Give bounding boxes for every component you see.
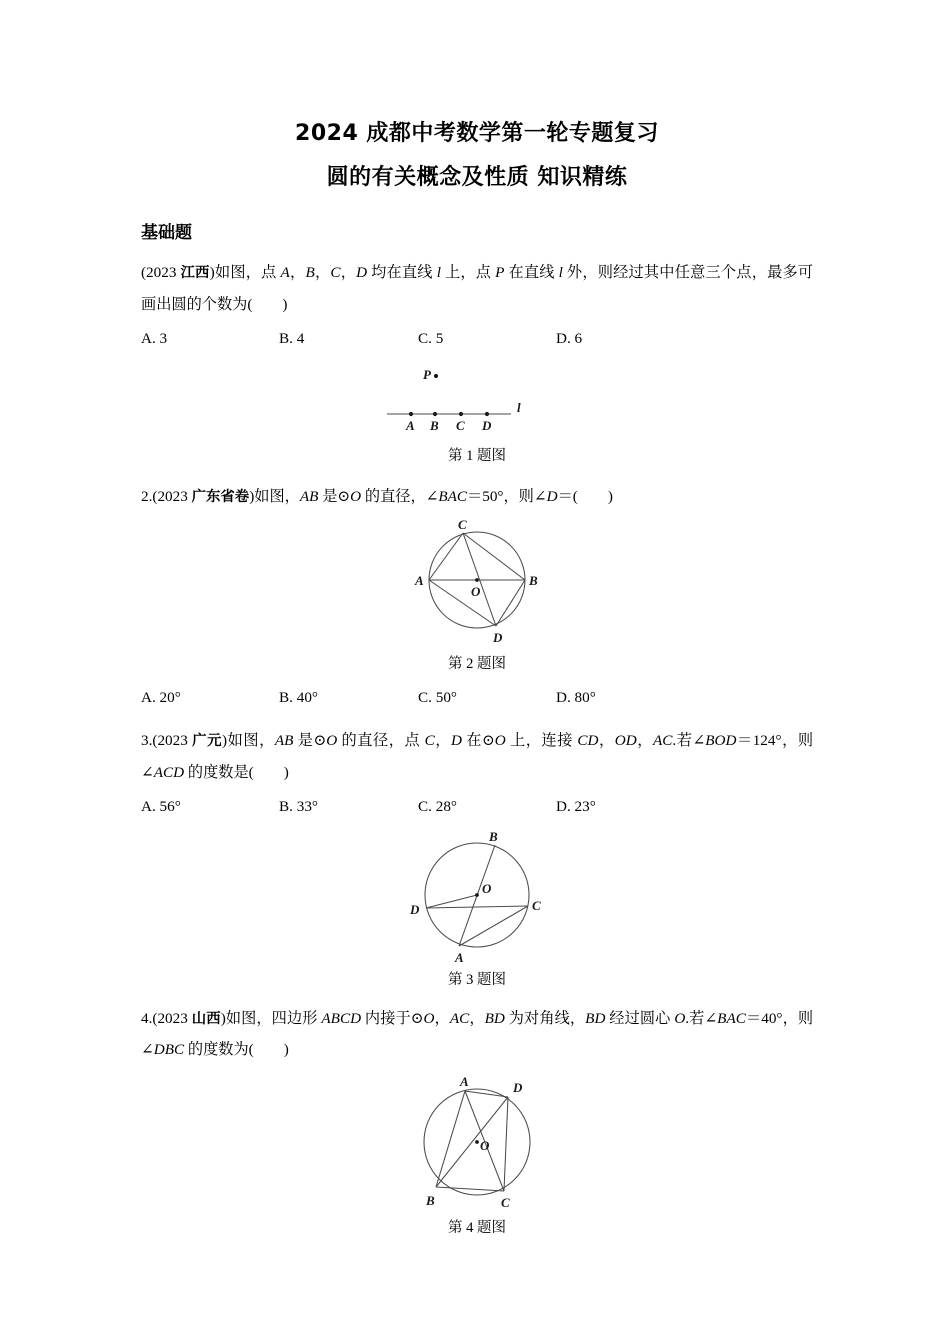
question-1-text [141,257,813,320]
figure-2-segment-AC [429,533,463,580]
q3-var-CD: CD [577,732,599,750]
q3-seg2: 是⊙ [293,732,327,750]
figure-2-label-A: A [415,573,424,589]
figure-3-segment-DO [426,895,477,908]
q1-var-C: C [330,264,341,281]
figure-1-point-B [433,412,437,416]
q1-var-l1: l [436,264,441,281]
q3-var-D: D [450,732,462,750]
q1-body-h: 外，则经过其中任意三个点，最多可画出圆的个数为( [141,264,814,313]
q4-var-O: O [423,1009,435,1027]
q3-var-OD: OD [614,732,637,750]
figure-2-segment-AD [429,580,496,626]
figure-2-center-point [475,578,479,582]
q3-seg8: ， [636,732,653,750]
figure-4-label-O: O [480,1137,490,1153]
q2-seg6: ) [607,487,613,505]
q4-var-BAC: BAC [717,1009,746,1027]
q3-seg5: 在⊙ [461,732,495,750]
figure-3-caption: 第 3 题图 [448,971,506,988]
q1-source: 江西 [180,265,210,281]
q4-seg2: 内接于⊙ [361,1009,424,1027]
q1-number: (2023 [141,264,177,281]
figure-4-label-B: B [426,1192,435,1208]
question-2-options [141,689,813,713]
q1-body-d: ， [340,264,357,281]
q4-number: 4.(2023 [141,1009,192,1027]
figure-3-label-A: A [455,949,464,965]
q2-source: 广东省卷 [191,488,250,505]
figure-4-caption: 第 4 题图 [448,1219,506,1236]
figure-4-diagram [377,1074,577,1214]
q1-var-P: P [495,264,505,281]
q1-body-f: 上，点 [440,264,496,281]
figure-1 [141,362,813,465]
q2-var-AB: AB [299,487,319,505]
q1-option-b[interactable]: B. 4 [279,329,305,347]
question-3-text [141,725,813,788]
q3-seg4: ， [434,732,451,750]
figure-2-label-B: B [529,573,538,589]
q4-seg4: ， [469,1009,485,1027]
q1-var-l2: l [558,264,563,281]
q3-var-ACD: ACD [153,763,185,781]
figure-1-point-P [434,374,438,378]
q4-seg10: ) [283,1041,289,1059]
question-3-options [141,798,813,822]
q3-seg12: 的度数是( [184,763,254,781]
figure-4-segment-AD [465,1091,508,1097]
q4-var-O2: O [674,1009,686,1027]
figure-1-label-P: P [423,366,431,382]
question-4-text [141,1003,813,1066]
figure-3 [141,830,813,989]
q4-var-DBC: DBC [153,1041,185,1059]
figure-1-diagram [377,362,577,442]
q2-option-b[interactable]: B. 40° [279,689,318,707]
q3-angle-value: 124° [752,732,782,750]
page-title-line2: 圆的有关概念及性质 知识精练 [326,164,628,190]
figure-4-label-C: C [501,1194,510,1210]
q3-var-BOD: BOD [705,732,737,750]
q3-var-O: O [326,732,338,750]
figure-4-center-point [475,1140,479,1144]
figure-1-label-l: l [517,399,521,415]
q2-seg2: 是⊙ [318,487,351,505]
q4-seg3: ， [434,1009,450,1027]
figure-1-point-C [459,412,463,416]
q3-var-AB: AB [274,732,294,750]
figure-2-caption: 第 2 题图 [448,656,506,673]
figure-3-center-point [475,893,479,897]
figure-3-segment-DC [426,906,528,908]
figure-1-label-D: D [482,417,492,433]
question-2-text [141,481,813,513]
q1-body-g: 在直线 [504,264,559,281]
figure-2-label-O: O [471,584,481,600]
q1-var-A: A [280,264,290,281]
q1-var-D: D [356,264,368,281]
q3-seg3: 的直径，点 [337,732,425,750]
q4-var-ABCD: ABCD [321,1009,362,1027]
section-heading: 基础题 [141,223,192,243]
q4-seg7: .若∠ [685,1009,718,1027]
figure-2-label-C: C [458,518,467,533]
figure-3-label-C: C [532,897,541,913]
q3-seg6: 上，连接 [505,732,578,750]
q2-option-d[interactable]: D. 80° [556,689,596,707]
figure-3-label-B: B [489,829,498,844]
q2-var-D: D [546,487,558,505]
q4-seg5: 为对角线， [504,1009,586,1027]
figure-1-label-C: C [456,417,465,433]
page-title-line1: 2024 成都中考数学第一轮专题复习 [295,121,659,146]
q3-seg9: .若∠ [672,732,706,750]
figure-4-segment-DC [504,1097,508,1191]
q1-option-a[interactable]: A. 3 [141,329,168,347]
figure-3-diagram [377,830,577,966]
figure-1-label-A: A [406,417,415,433]
q1-body-c: ， [314,264,331,281]
figure-3-label-O: O [482,880,492,896]
q1-body-e: 均在直线 [367,264,437,281]
figure-1-point-A [409,412,413,416]
figure-3-segment-AC [459,906,528,946]
q4-seg9: 的度数为( [184,1041,254,1059]
page-content [141,0,813,1237]
q1-body-b: ， [289,264,306,281]
q2-seg1: )如图， [249,487,300,505]
figure-2-segment-BD [496,580,525,626]
q2-option-c[interactable]: C. 50° [418,689,457,707]
q3-var-C: C [424,732,435,750]
q4-seg8: ＝40°，则∠ [141,1009,814,1059]
q1-option-d[interactable]: D. 6 [556,329,583,347]
q3-seg7: ， [598,732,615,750]
figure-2 [141,518,813,673]
q4-var-AC: AC [449,1009,470,1027]
figure-4-segment-BA [436,1091,465,1187]
figure-1-point-D [485,412,489,416]
q2-var-O: O [350,487,362,505]
q2-var-BAC: BAC [438,487,468,505]
q2-number: 2.(2023 [141,487,192,505]
figure-1-label-B: B [430,417,439,433]
q4-var-BD2: BD [585,1009,606,1027]
figure-2-label-D: D [493,630,503,646]
figure-1-caption: 第 1 题图 [448,447,506,464]
figure-2-segment-CB [463,533,525,580]
q3-var-O2: O [494,732,506,750]
q3-option-a[interactable]: A. 56° [141,797,181,815]
q3-option-b[interactable]: B. 33° [279,797,318,815]
q3-number: 3.(2023 [141,732,193,750]
q3-seg1: )如图， [222,732,275,750]
q4-var-BD: BD [484,1009,505,1027]
question-1-options [141,330,813,354]
q1-option-c[interactable]: C. 5 [418,329,444,347]
q4-seg6: 经过圆心 [605,1009,675,1027]
q3-option-d[interactable]: D. 23° [556,797,596,815]
q3-seg10: ＝ [736,732,753,750]
figure-4-segment-CB [436,1187,504,1191]
figure-3-label-D: D [410,901,420,917]
q3-option-c[interactable]: C. 28° [418,797,457,815]
q3-seg13: ) [283,763,289,781]
q2-seg5: ＝( [557,487,578,505]
q3-var-AC: AC [652,732,673,750]
q4-source: 山西 [191,1010,221,1027]
q2-seg4: ＝50°，则∠ [467,487,547,505]
figure-2-diagram [377,518,577,650]
q3-source: 广元 [192,733,223,750]
figure-4-label-A: A [460,1073,469,1089]
figure-4-label-D: D [513,1079,523,1095]
q4-seg1: )如图，四边形 [220,1009,322,1027]
q3-seg11: ，则∠ [141,732,814,781]
q1-body-end: ) [282,295,288,313]
q2-seg3: 的直径，∠ [361,487,439,505]
q2-option-a[interactable]: A. 20° [141,689,181,707]
q1-var-B: B [305,264,315,281]
figure-4 [141,1074,813,1237]
q1-body-a: )如图，点 [209,264,281,281]
